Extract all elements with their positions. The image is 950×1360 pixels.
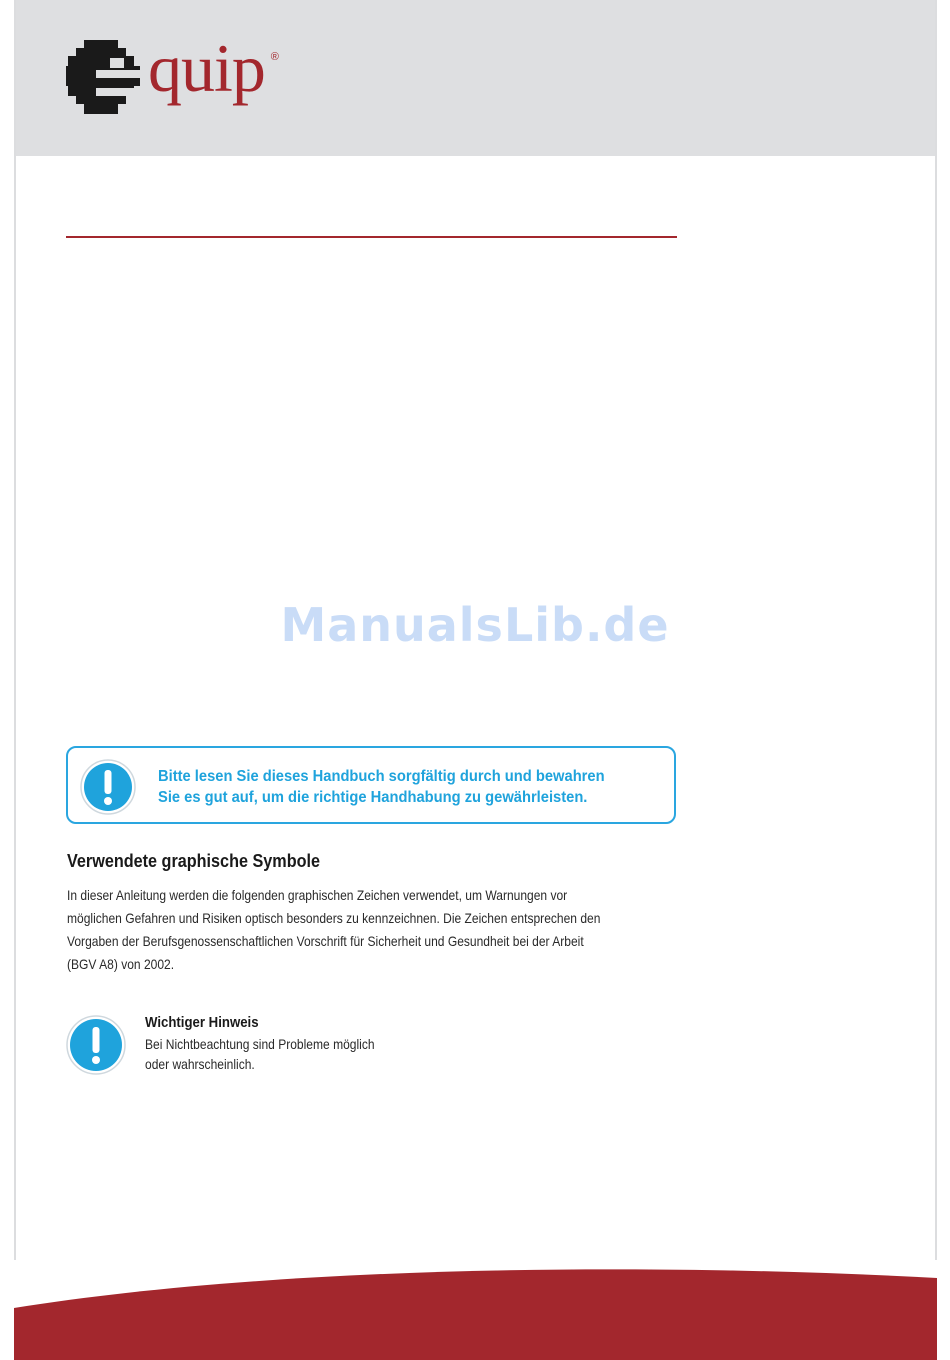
registered-mark: ® [270,51,278,63]
exclamation-icon [66,1015,126,1075]
body-line: In dieser Anleitung werden die folgenden graphischen Zeichen verwendet, um Warnungen vor [67,887,568,903]
hint-line: oder wahrscheinlich. [145,1056,255,1072]
body-line: möglichen Gefahren und Risiken optisch besonders zu kennzeichnen. Die Zeichen entsprechen den [67,910,601,926]
hint-title: Wichtiger Hinweis [145,1014,259,1031]
exclamation-icon [80,759,136,815]
hint-text [145,1034,412,1074]
section-body [67,884,679,976]
notice-text [158,766,618,808]
title-divider [66,236,677,238]
hint-line: Bei Nichtbeachtung sind Probleme möglich [145,1036,375,1052]
quip-logo-mark-icon [66,40,140,114]
footer-swoosh [0,1260,950,1360]
notice-line: Bitte lesen Sie dieses Handbuch sorgfältig durch und bewahren [158,768,605,785]
notice-box [66,746,676,824]
watermark: ManualsLib.de [280,598,670,652]
body-line: (BGV A8) von 2002. [67,956,175,972]
page-edge-left [14,0,16,1360]
notice-line: Sie es gut auf, um die richtige Handhabung zu gewährleisten. [158,789,588,806]
brand-logo [66,30,278,118]
brand-wordmark: quip ® [148,30,278,106]
body-line: Vorgaben der Berufsgenossenschaftlichen Vorschrift für Sicherheit und Gesundheit bei der Arbeit [67,933,584,949]
page-edge-right [935,0,937,1360]
section-heading: Verwendete graphische Symbole [67,851,320,871]
